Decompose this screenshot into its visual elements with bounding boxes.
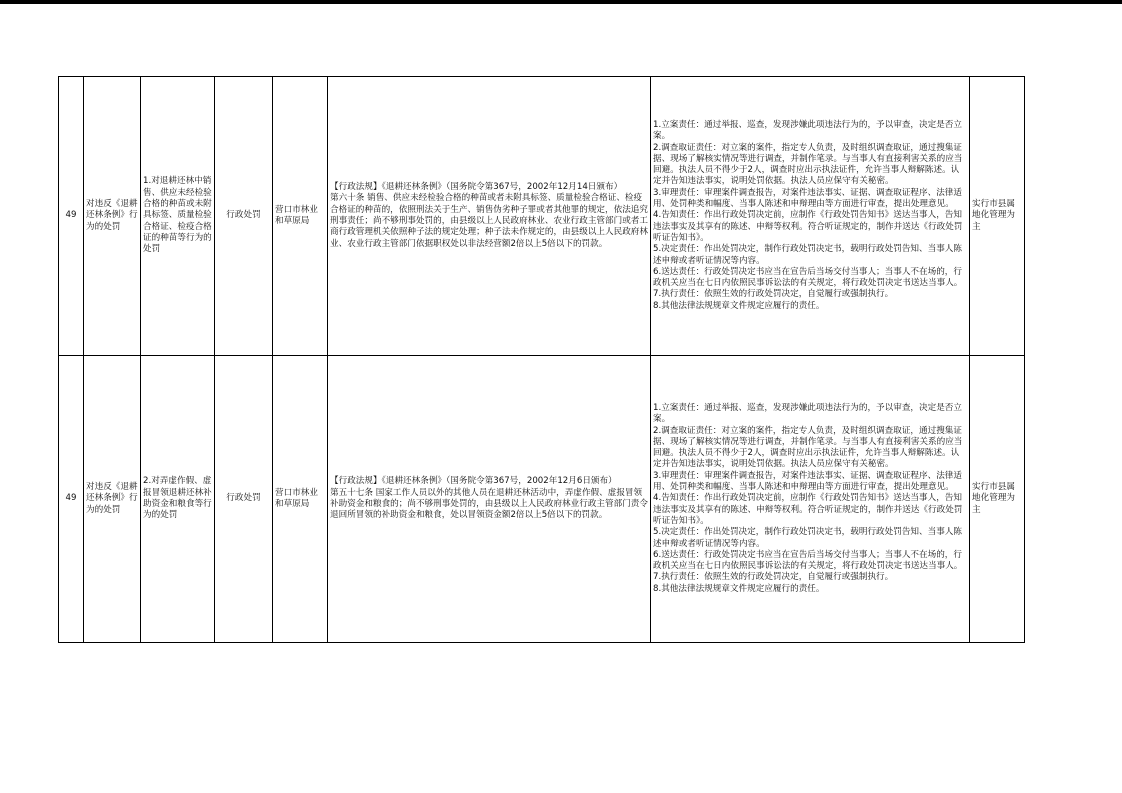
responsibility-list bbox=[651, 356, 970, 643]
duty-item: 4.告知责任：作出行政处罚决定前，应制作《行政处罚告知书》送达当事人，告知违法事实及其享有的陈述、申辩等权利。符合听证规定的，制作并送达《行政处罚听证告知书》。 bbox=[653, 210, 963, 243]
power-list-table bbox=[58, 76, 1025, 643]
legal-basis-head: 【行政法规】《退耕还林条例》（国务院令第367号，2002年12月14日颁布） bbox=[330, 182, 623, 193]
legal-basis bbox=[328, 356, 651, 643]
legal-basis bbox=[328, 77, 651, 356]
top-rule bbox=[0, 0, 1122, 4]
duty-item: 3.审理责任：审理案件调查报告，对案件违法事实、证据、调查取证程序、法律适用、处罚种类和幅度、当事人陈述和申辩理由等方面进行审查，提出处理意见。 bbox=[653, 470, 962, 493]
implementing-authority: 营口市林业和草原局 bbox=[273, 356, 328, 643]
power-type: 行政处罚 bbox=[215, 77, 273, 356]
table-row bbox=[59, 77, 1025, 356]
power-item: 2.对弄虚作假、虚报冒领退耕还林补助资金和粮食等行为的处罚 bbox=[141, 356, 215, 643]
duty-item: 3.审理责任：审理案件调查报告，对案件违法事实、证据、调查取证程序、法律适用、处罚种类和幅度、当事人陈述和申辩理由等方面进行审查，提出处理意见。 bbox=[653, 187, 962, 210]
duty-item: 5.决定责任：作出处罚决定，制作行政处罚决定书，载明行政处罚告知、当事人陈述申辩或者听证情况等内容。 bbox=[653, 244, 962, 266]
remark: 实行市县属地化管理为主 bbox=[970, 77, 1025, 356]
duty-item: 4.告知责任：作出行政处罚决定前，应制作《行政处罚告知书》送达当事人，告知违法事实及其享有的陈述、申辩等权利。符合听证规定的，制作并送达《行政处罚听证告知书》。 bbox=[653, 493, 963, 526]
duty-item: 2.调查取证责任：对立案的案件，指定专人负责，及时组织调查取证，通过搜集证据、现场了解核实情况等进行调查，并制作笔录。与当事人有直接利害关系的应当回避。执法人员不得少于2人，调查时应出示执法证件，允许当事人辩解陈述。认定并告知违法事实，说明处罚依据。执法人员应保守有关秘密。 bbox=[653, 425, 963, 470]
legal-basis-body: 第六十条 销售、供应未经检验合格的种苗或者未附具标签、质量检验合格证、检疫合格证的种苗的，依照刑法关于生产、销售伪劣种子罪或者其他罪的规定，依法追究刑事责任；尚不够刑事处罚的，由县级以上人民政府林业、农业行政主管部门或者工商行政管理机关依照种子法的规定处理；种子法未作规定的，由县级以上人民政府林业、农业行政主管部门依据职权处以非法经营额2倍以上5倍以下的罚款。 bbox=[330, 193, 648, 249]
duty-item: 1.立案责任：通过举报、巡查，发现涉嫌此项违法行为的，予以审查，决定是否立案。 bbox=[653, 402, 962, 425]
responsibility-list bbox=[651, 77, 970, 356]
power-item: 1.对退耕还林中销售、供应未经检验合格的种苗或未附具标签、质量检验合格证、检疫合格证的种苗等行为的处罚 bbox=[141, 77, 215, 356]
power-category: 对违反《退耕还林条例》行为的处罚 bbox=[84, 356, 141, 643]
duty-item: 8.其他法律法规规章文件规定应履行的责任。 bbox=[653, 583, 825, 594]
remark: 实行市县属地化管理为主 bbox=[970, 356, 1025, 643]
implementing-authority: 营口市林业和草原局 bbox=[273, 77, 328, 356]
legal-basis-head: 【行政法规】《退耕还林条例》（国务院令第367号，2002年12月6日颁布） bbox=[330, 476, 617, 487]
table-row bbox=[59, 356, 1025, 643]
row-number: 49 bbox=[59, 356, 84, 643]
duty-item: 2.调查取证责任：对立案的案件，指定专人负责，及时组织调查取证，通过搜集证据、现场了解核实情况等进行调查，并制作笔录。与当事人有直接利害关系的应当回避。执法人员不得少于2人，调查时应出示执法证件，允许当事人辩解陈述。认定并告知违法事实，说明处罚依据。执法人员应保守有关秘密。 bbox=[653, 142, 963, 187]
duty-item: 1.立案责任：通过举报、巡查，发现涉嫌此项违法行为的，予以审查，决定是否立案。 bbox=[653, 119, 962, 142]
legal-basis-body: 第五十七条 国家工作人员以外的其他人员在退耕还林活动中，弄虚作假、虚报冒领补助资金和粮食的；尚不够刑事处罚的，由县级以上人民政府林业行政主管部门责令退回所冒领的补助资金和粮食，处以冒领资金额2倍以上5倍以下的罚款。 bbox=[330, 487, 648, 521]
duty-item: 6.送达责任：行政处罚决定书应当在宣告后当场交付当事人；当事人不在场的，行政机关应当在七日内依照民事诉讼法的有关规定，将行政处罚决定书送达当事人。 bbox=[653, 549, 963, 572]
power-type: 行政处罚 bbox=[215, 356, 273, 643]
power-category: 对违反《退耕还林条例》行为的处罚 bbox=[84, 77, 141, 356]
duty-item: 8.其他法律法规规章文件规定应履行的责任。 bbox=[653, 300, 825, 311]
duty-item: 7.执行责任：依照生效的行政处罚决定，自觉履行或强制执行。 bbox=[653, 289, 894, 300]
duty-item: 5.决定责任：作出处罚决定，制作行政处罚决定书，载明行政处罚告知、当事人陈述申辩或者听证情况等内容。 bbox=[653, 527, 962, 549]
row-number: 49 bbox=[59, 77, 84, 356]
duty-item: 7.执行责任：依照生效的行政处罚决定，自觉履行或强制执行。 bbox=[653, 572, 894, 583]
duty-item: 6.送达责任：行政处罚决定书应当在宣告后当场交付当事人；当事人不在场的，行政机关应当在七日内依照民事诉讼法的有关规定，将行政处罚决定书送达当事人。 bbox=[653, 266, 963, 289]
